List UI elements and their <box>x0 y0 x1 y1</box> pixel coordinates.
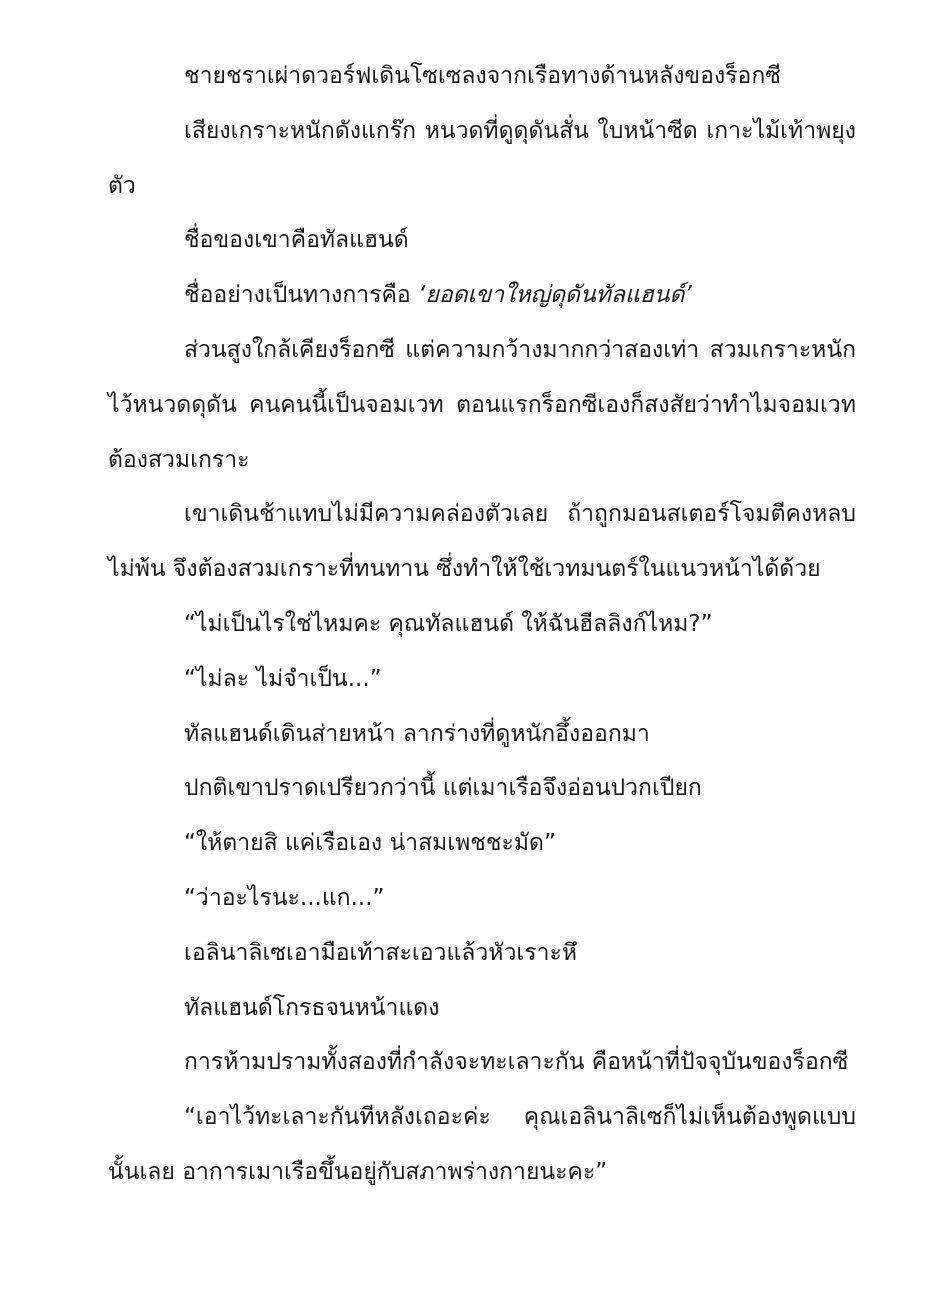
paragraph-6: เขาเดินช้าแทบไม่มีความคล่องตัวเลย ถ้าถูกมอนสเตอร์โจมตีคงหลบไม่พ้น จึงต้องสวมเกราะที่ทนทาน ซึ่งทำให้ใช้เวทมนตร์ในแนวหน้าได้ด้วย <box>108 501 856 583</box>
paragraph-10: ปกติเขาปราดเปรียวกว่านี้ แต่เมาเรือจึงอ่อนปวกเปียก <box>184 775 702 802</box>
paragraph-3: ชื่อของเขาคือทัลแฮนด์ <box>184 227 409 254</box>
official-name-emphasis: ‘ยอดเขาใหญ่ดุดันทัลแฮนด์’ <box>418 282 692 309</box>
paragraph-14: ทัลแฮนด์โกรธจนหน้าแดง <box>184 994 440 1021</box>
paragraph-4-lead: ชื่ออย่างเป็นทางการคือ <box>184 282 419 309</box>
paragraph-2: เสียงเกราะหนักดังแกร๊ก หนวดที่ดูดุดันสั่น ใบหน้าซีด เกาะไม้เท้าพยุงตัว <box>108 117 856 199</box>
paragraph-7: “ไม่เป็นไรใช่ไหมคะ คุณทัลแฮนด์ ให้ฉันฮีลลิงก์ไหม?” <box>184 610 713 637</box>
document-page <box>108 49 856 1200</box>
paragraph-1: ชายชราเผ่าดวอร์ฟเดินโซเซลงจากเรือทางด้านหลังของร็อกซี <box>184 63 781 89</box>
paragraph-16: “เอาไว้ทะเลาะกันทีหลังเถอะค่ะ คุณเอลินาลิเซก็ไม่เห็นต้องพูดแบบนั้นเลย อาการเมาเรือขึ้นอยู่กับสภาพร่างกายนะคะ” <box>108 1104 856 1185</box>
paragraph-15: การห้ามปรามทั้งสองที่กำลังจะทะเลาะกัน คือหน้าที่ปัจจุบันของร็อกซี <box>184 1049 849 1076</box>
paragraph-12: “ว่าอะไรนะ...แก...” <box>184 884 385 911</box>
paragraph-8: “ไม่ละ ไม่จำเป็น...” <box>184 665 382 692</box>
paragraph-4 <box>108 268 856 323</box>
paragraph-5: ส่วนสูงใกล้เคียงร็อกซี แต่ความกว้างมากกว่าสองเท่า สวมเกราะหนัก ไว้หนวดดุดัน คนคนนี้เป็นจอมเวท ตอนแรกร็อกซีเองก็สงสัยว่าทำไมจอมเวทต้องสวมเกราะ <box>108 336 856 473</box>
paragraph-9: ทัลแฮนด์เดินส่ายหน้า ลากร่างที่ดูหนักอึ้งออกมา <box>184 720 650 747</box>
paragraph-13: เอลินาลิเซเอามือเท้าสะเอวแล้วหัวเราะหึ <box>184 939 578 966</box>
paragraph-11: “ให้ตายสิ แค่เรือเอง น่าสมเพชชะมัด” <box>184 830 556 857</box>
